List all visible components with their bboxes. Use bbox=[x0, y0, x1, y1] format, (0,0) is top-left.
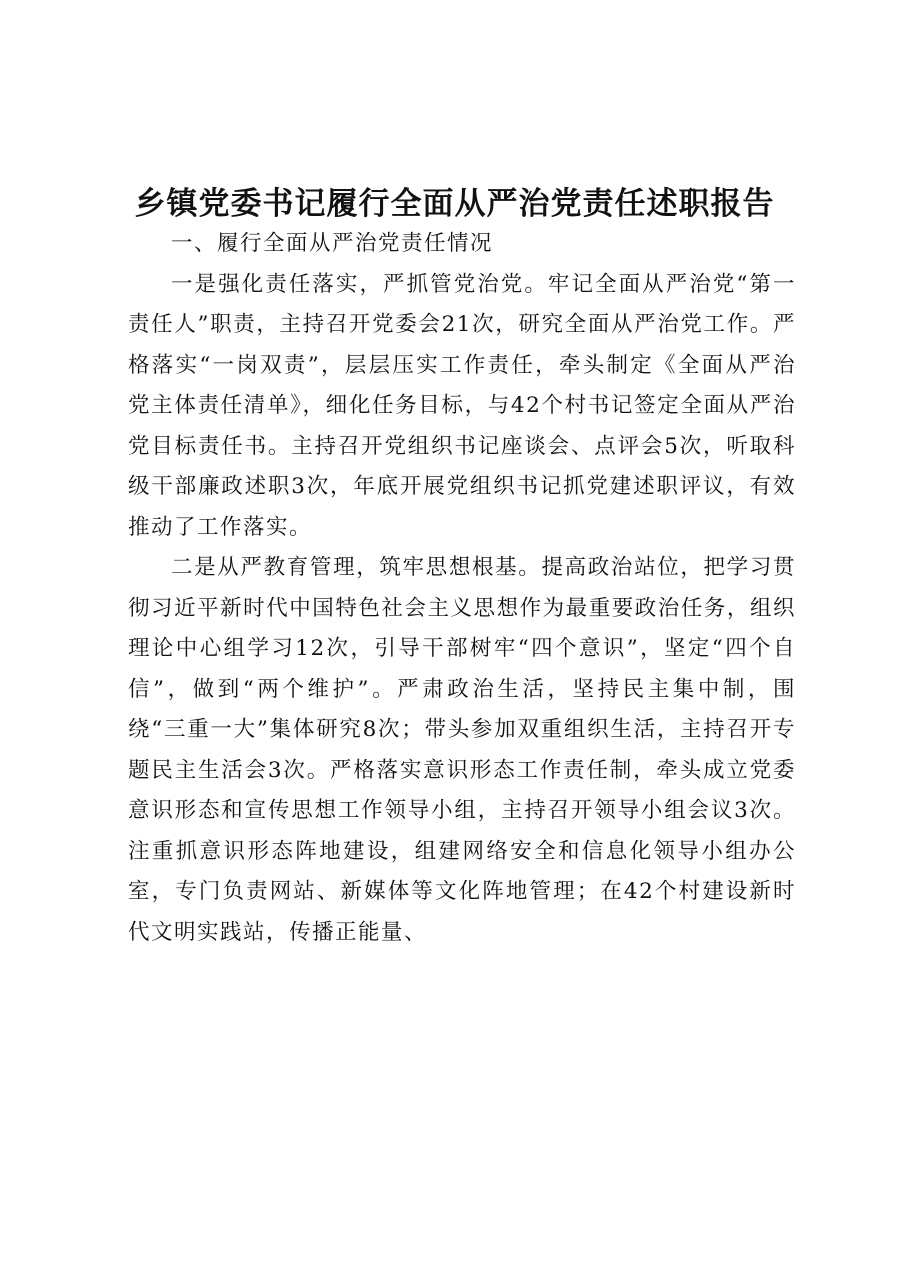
section-heading: 一、履行全面从严治党责任情况 bbox=[171, 231, 494, 256]
document-body bbox=[128, 224, 796, 953]
paragraph-responsibility: 一是强化责任落实，严抓管党治党。牢记全面从严治党“第一责任人”职责，主持召开党委会21次，研究全面从严治党工作。严格落实“一岗双责”，层层压实工作责任，牵头制定《全面从严治党主体责任清单》，细化任务目标，与42个村书记签定全面从严治党目标责任书。主持召开党组织书记座谈会、点评会5次，听取科级干部廉政述职3次，年底开展党组织书记抓党建述职评议，有效推动了工作落实。 bbox=[128, 271, 796, 540]
document-title: 乡镇党委书记履行全面从严治党责任述职报告 bbox=[134, 185, 775, 222]
paragraph-education: 二是从严教育管理，筑牢思想根基。提高政治站位，把学习贯彻习近平新时代中国特色社会主义思想作为最重要政治任务，组织理论中心组学习12次，引导干部树牢“四个意识”，坚定“四个自信”，做到“两个维护”。严肃政治生活，坚持民主集中制，围绕“三重一大”集体研究8次；带头参加双重组织生活，主持召开专题民主生活会3次。严格落实意识形态工作责任制，牵头成立党委意识形态和宣传思想工作领导小组，主持召开领导小组会议3次。注重抓意识形态阵地建设，组建网络安全和信息化领导小组办公室，专门负责网站、新媒体等文化阵地管理；在42个村建设新时代文明实践站，传播正能量、 bbox=[128, 555, 796, 945]
